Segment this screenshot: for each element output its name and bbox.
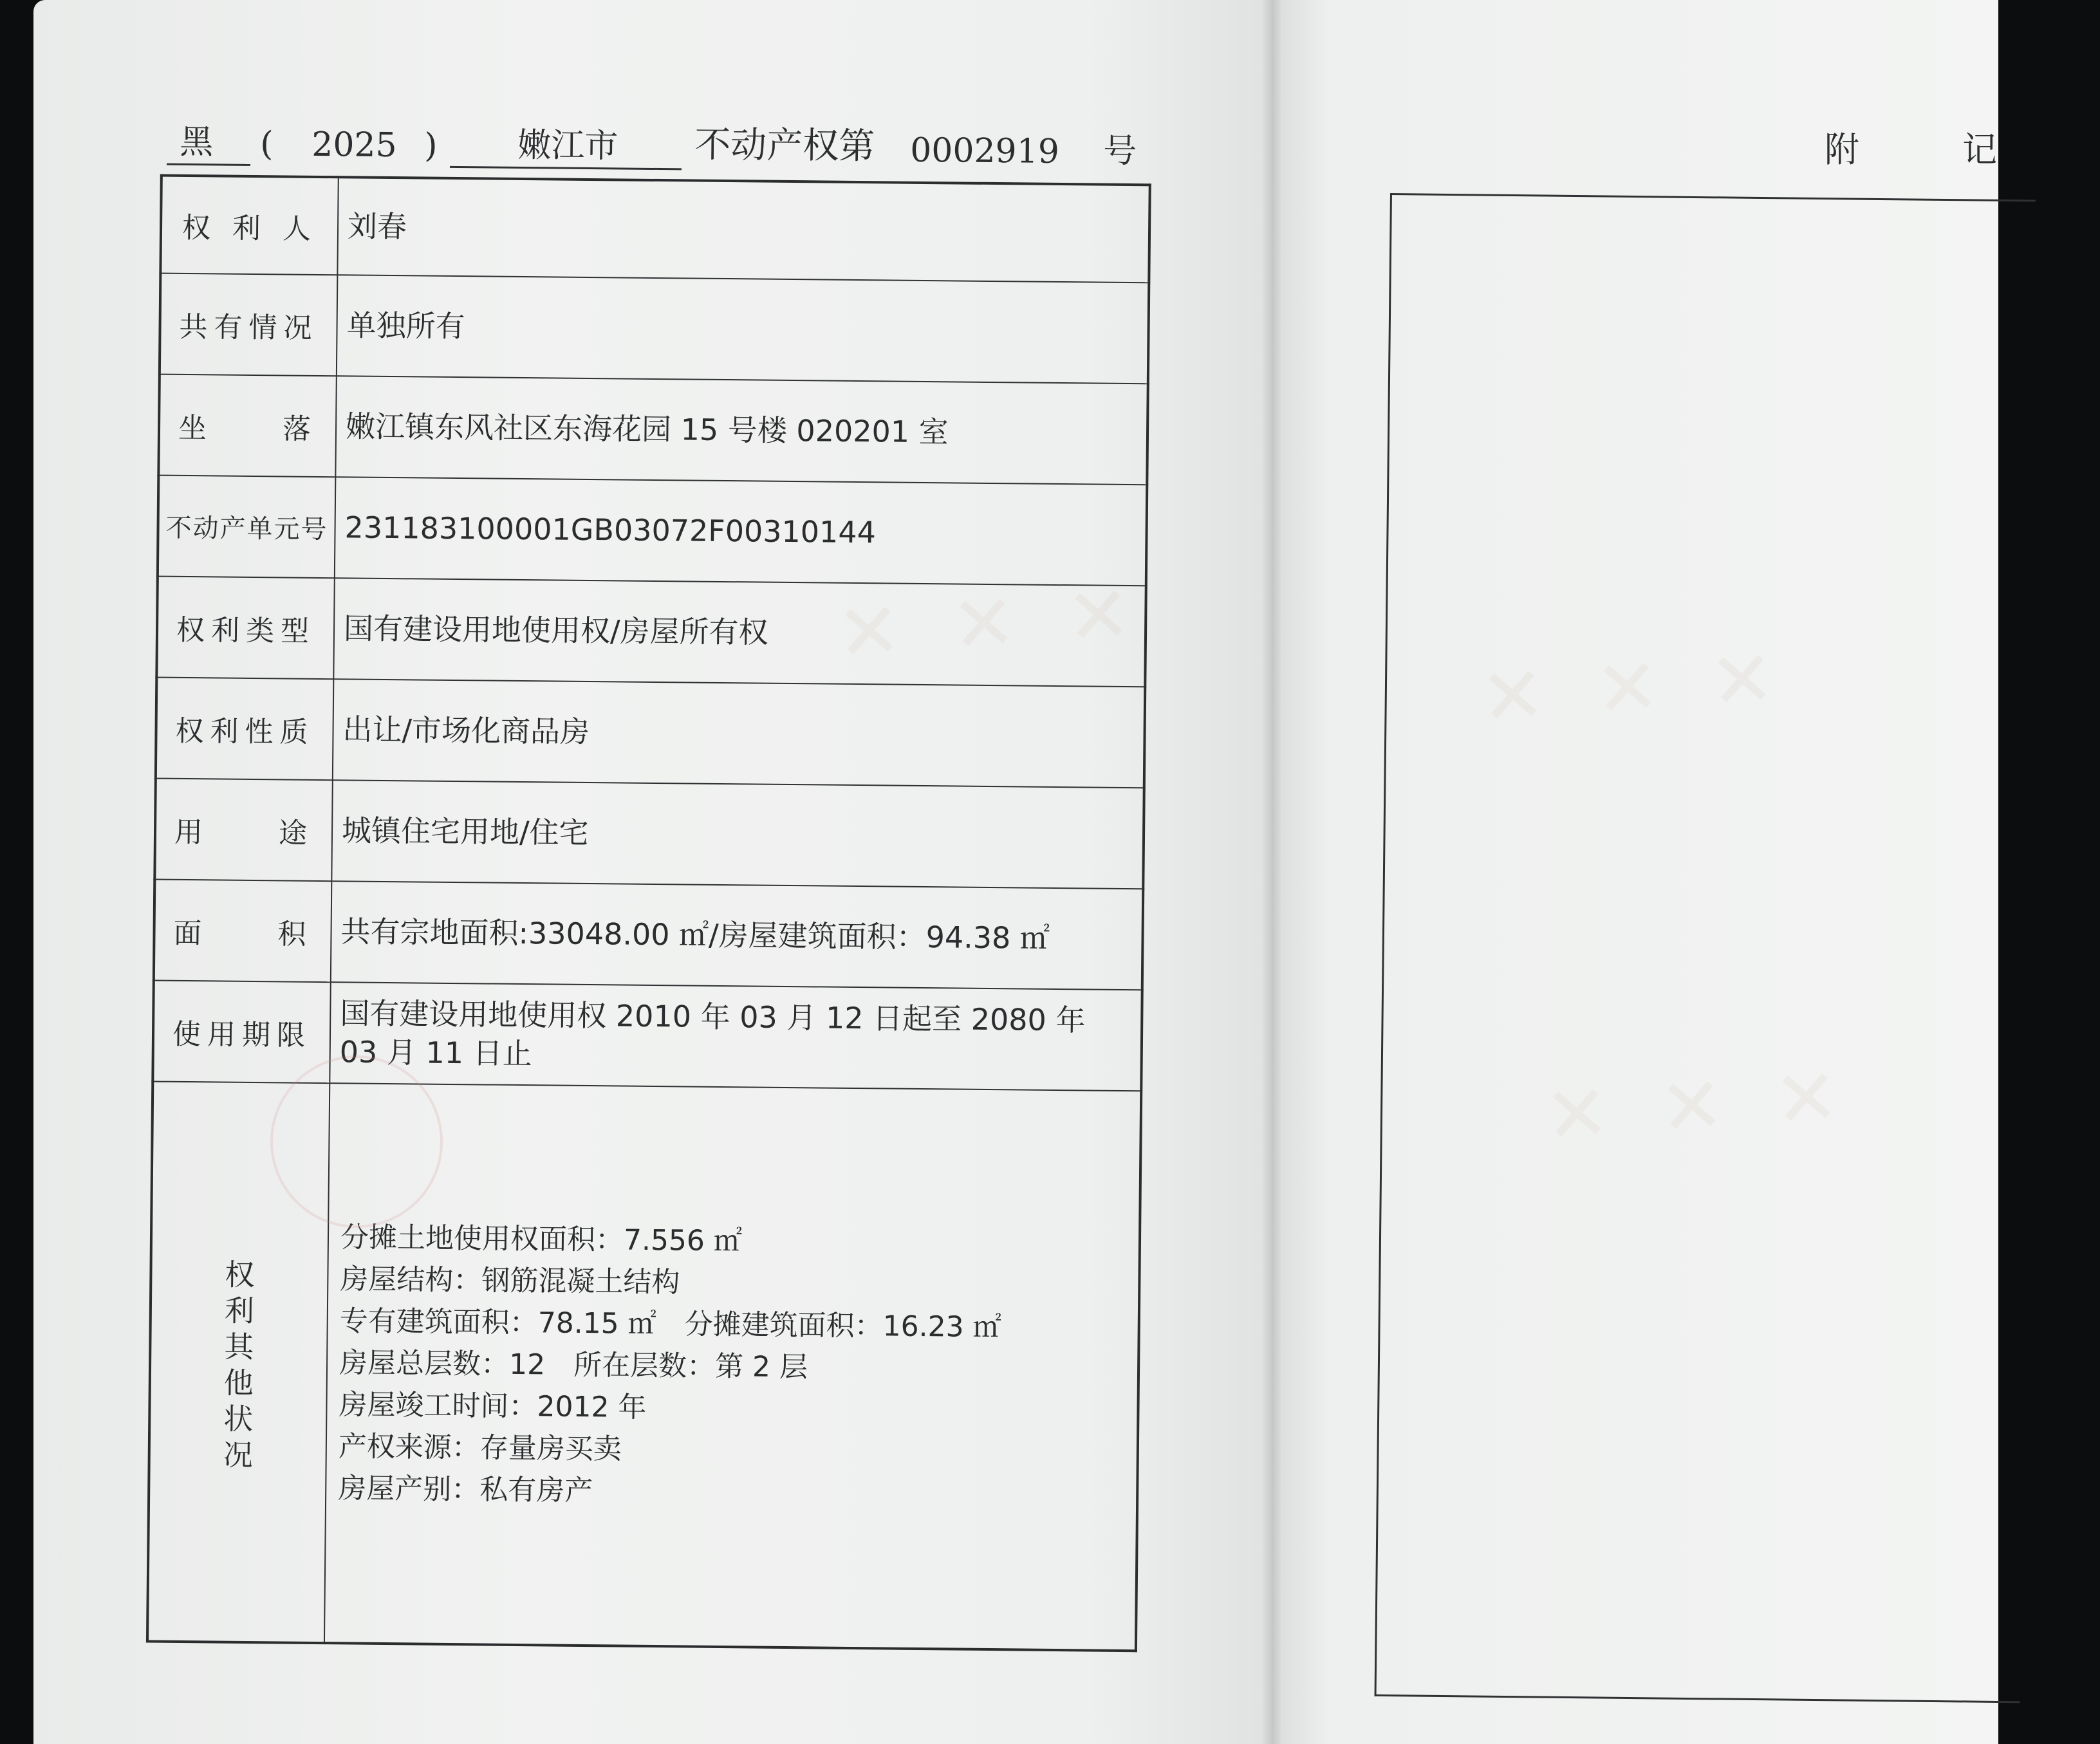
row-value: 单独所有 bbox=[337, 275, 1149, 384]
cert-number: 0002919 bbox=[909, 131, 1060, 171]
year: 2025 bbox=[311, 125, 397, 165]
other-status-label: 权利其他状况 bbox=[147, 1082, 330, 1644]
other-line: 房屋结构：钢筋混凝土结构 bbox=[340, 1263, 680, 1299]
table-row bbox=[160, 274, 1149, 384]
table-row bbox=[158, 375, 1148, 485]
row-value: 国有建设用地使用权 2010 年 03 月 12 日起至 2080 年 03 月 11 日止 bbox=[330, 982, 1142, 1091]
other-line: 房屋竣工时间：2012 年 bbox=[339, 1388, 647, 1424]
row-label: 权 利 人 bbox=[160, 176, 338, 275]
table-row bbox=[154, 880, 1143, 990]
province-abbr: 黑 bbox=[180, 122, 214, 162]
other-line: 分摊土地使用权面积：7.556 ㎡ bbox=[340, 1221, 743, 1258]
row-value: 231183100001GB03072F00310144 bbox=[335, 477, 1147, 586]
row-label: 用 途 bbox=[154, 779, 332, 882]
row-label: 坐 落 bbox=[158, 375, 336, 478]
other-line: 房屋总层数：12 所在层数：第 2 层 bbox=[339, 1346, 808, 1384]
table-row bbox=[158, 476, 1147, 586]
cert-prefix: 不动产权第 bbox=[694, 124, 875, 168]
row-label: 共有情况 bbox=[160, 274, 337, 376]
certificate-table bbox=[146, 174, 1151, 1653]
city-underline bbox=[450, 166, 682, 170]
other-line: 房屋产别：私有房产 bbox=[338, 1472, 593, 1508]
certificate-left-panel bbox=[107, 97, 1171, 1690]
certificate-header bbox=[167, 104, 1171, 184]
table-row bbox=[154, 779, 1144, 889]
row-value: 国有建设用地使用权/房屋所有权 bbox=[333, 578, 1146, 687]
table-row bbox=[156, 577, 1146, 687]
notes-title: 附记 bbox=[1825, 129, 2100, 170]
table-row bbox=[160, 176, 1149, 283]
row-value: 刘春 bbox=[337, 177, 1149, 283]
cert-suffix: 号 bbox=[1102, 131, 1137, 171]
row-label: 面 积 bbox=[154, 880, 331, 983]
row-value: 出让/市场化商品房 bbox=[333, 679, 1145, 788]
other-line: 专有建筑面积：78.15 ㎡ 分摊建筑面积：16.23 ㎡ bbox=[339, 1304, 1001, 1344]
table-row bbox=[156, 678, 1145, 788]
row-value: 嫩江镇东风社区东海花园 15 号楼 020201 室 bbox=[335, 376, 1148, 485]
row-value: 城镇住宅用地/住宅 bbox=[331, 780, 1144, 889]
province-underline bbox=[167, 163, 250, 166]
row-label: 权利类型 bbox=[156, 577, 334, 680]
faded-seal bbox=[270, 1055, 443, 1228]
city: 嫩江市 bbox=[517, 125, 618, 166]
other-line: 产权来源：存量房买卖 bbox=[338, 1430, 622, 1466]
row-label: 使用期限 bbox=[153, 981, 330, 1084]
notes-box bbox=[1375, 193, 2036, 1703]
book-spine bbox=[1263, 0, 1281, 1744]
row-label: 权利性质 bbox=[156, 678, 333, 781]
row-label: 不动产单元号 bbox=[158, 476, 335, 579]
row-value: 共有宗地面积:33048.00 ㎡/房屋建筑面积：94.38 ㎡ bbox=[331, 881, 1143, 990]
year-open-paren: ( bbox=[260, 125, 274, 164]
year-close-paren: ) bbox=[423, 126, 438, 165]
other-status-value bbox=[324, 1083, 1141, 1651]
